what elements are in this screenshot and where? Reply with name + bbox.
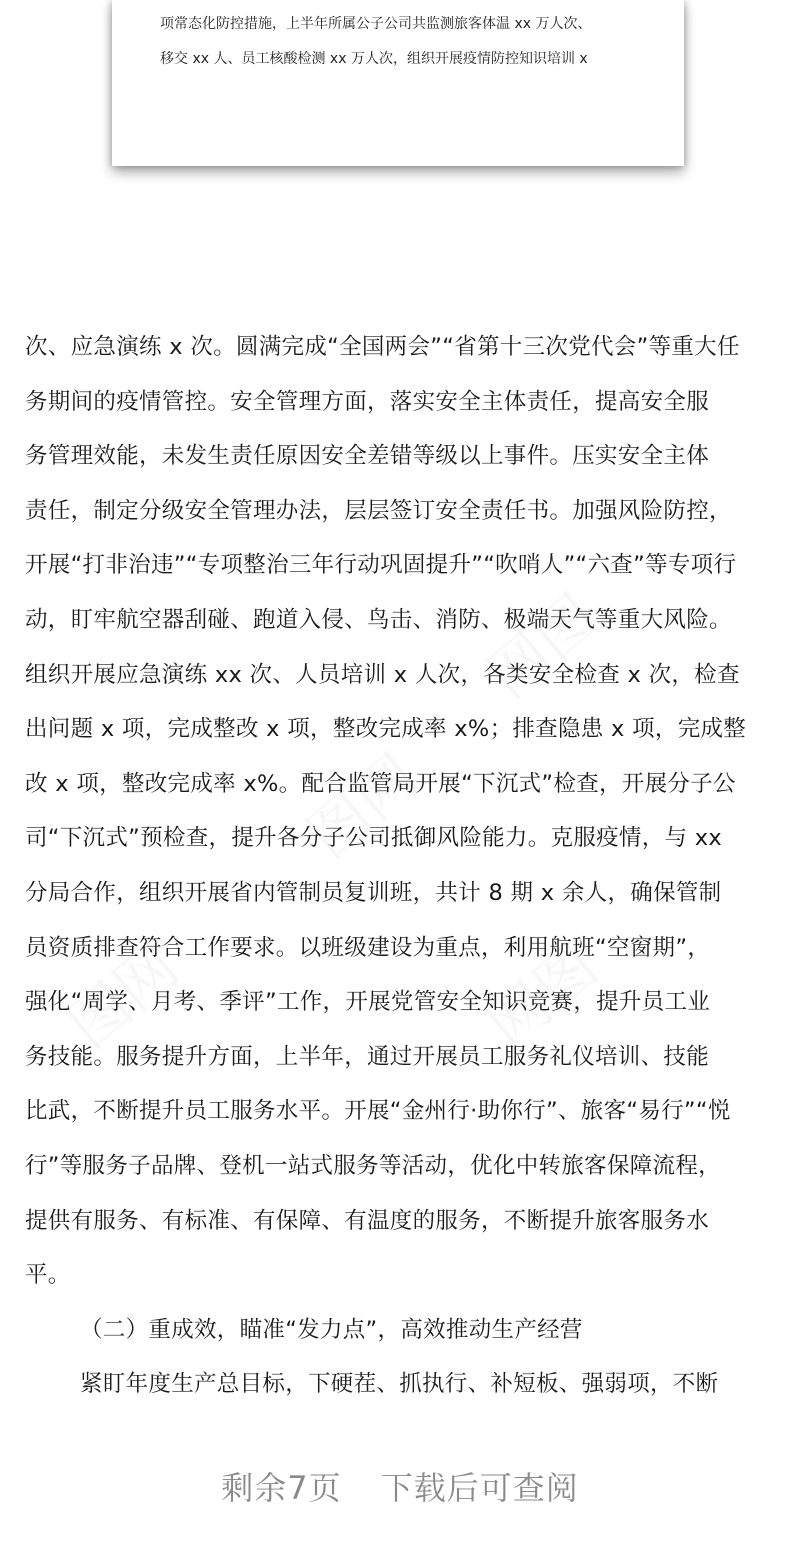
body-line: 司“下沉式”预检查，提升各分子公司抵御风险能力。克服疫情，与 xx [25, 825, 722, 852]
body-line: 平。 [25, 1262, 71, 1289]
document-body [25, 320, 785, 1412]
body-line: 强化“周学、月考、季评”工作，开展党管安全知识竞赛，提升员工业 [25, 989, 711, 1016]
body-line: 组织开展应急演练 xx 次、人员培训 x 人次，各类安全检查 x 次，检查 [25, 661, 740, 688]
preview-card [112, 0, 684, 166]
body-line: 开展“打非治违”“专项整治三年行动巩固提升”“吹哨人”“六查”等专项行 [25, 552, 737, 579]
body-line-last: 紧盯年度生产总目标，下硬茬、抓执行、补短板、强弱项，不断 [80, 1371, 719, 1398]
body-line: 行”等服务子品牌、登机一站式服务等活动，优化中转旅客保障流程， [25, 1152, 721, 1179]
body-line: 次、应急演练 x 次。圆满完成“全国两会”“省第十三次党代会”等重大任 [25, 334, 740, 360]
remaining-pages-label: 剩余7页 [221, 1469, 342, 1507]
body-line: 务期间的疫情管控。安全管理方面，落实安全主体责任，提高安全服 [25, 388, 710, 415]
body-line: 改 x 项，整改完成率 x%。配合监管局开展“下沉式”检查，开展分子公 [25, 770, 736, 797]
body-line: 提供有服务、有标准、有保障、有温度的服务，不断提升旅客服务水 [25, 1207, 710, 1234]
preview-line-1: 项常态化防控措施，上半年所属公子公司共监测旅客体温 xx 万人次、 [160, 16, 592, 32]
preview-line-2: 移交 xx 人、员工核酸检测 xx 万人次，组织开展疫情防控知识培训 x [160, 51, 588, 67]
body-line: 出问题 x 项，完成整改 x 项，整改完成率 x%；排查隐患 x 项，完成整 [25, 716, 747, 743]
remaining-pages-banner[interactable] [0, 1460, 800, 1516]
section-heading: （二）重成效，瞄准“发力点”，高效推动生产经营 [80, 1316, 583, 1343]
body-line: 分局合作，组织开展省内管制员复训班，共计 8 期 x 余人，确保管制 [25, 879, 722, 906]
body-line: 比武，不断提升员工服务水平。开展“金州行·助你行”、旅客“易行”“悦 [25, 1098, 731, 1125]
body-line: 务管理效能，未发生责任原因安全差错等级以上事件。压实安全主体 [25, 443, 710, 470]
body-line: 动，盯牢航空器刮碰、跑道入侵、鸟击、消防、极端天气等重大风险。 [25, 606, 732, 633]
body-line: 员资质排查符合工作要求。以班级建设为重点，利用航班“空窗期”， [25, 934, 711, 961]
body-line: 务技能。服务提升方面，上半年，通过开展员工服务礼仪培训、技能 [25, 1043, 710, 1070]
body-line: 责任，制定分级安全管理办法，层层签订安全责任书。加强风险防控， [25, 497, 732, 524]
download-hint-label: 下载后可查阅 [380, 1469, 579, 1507]
